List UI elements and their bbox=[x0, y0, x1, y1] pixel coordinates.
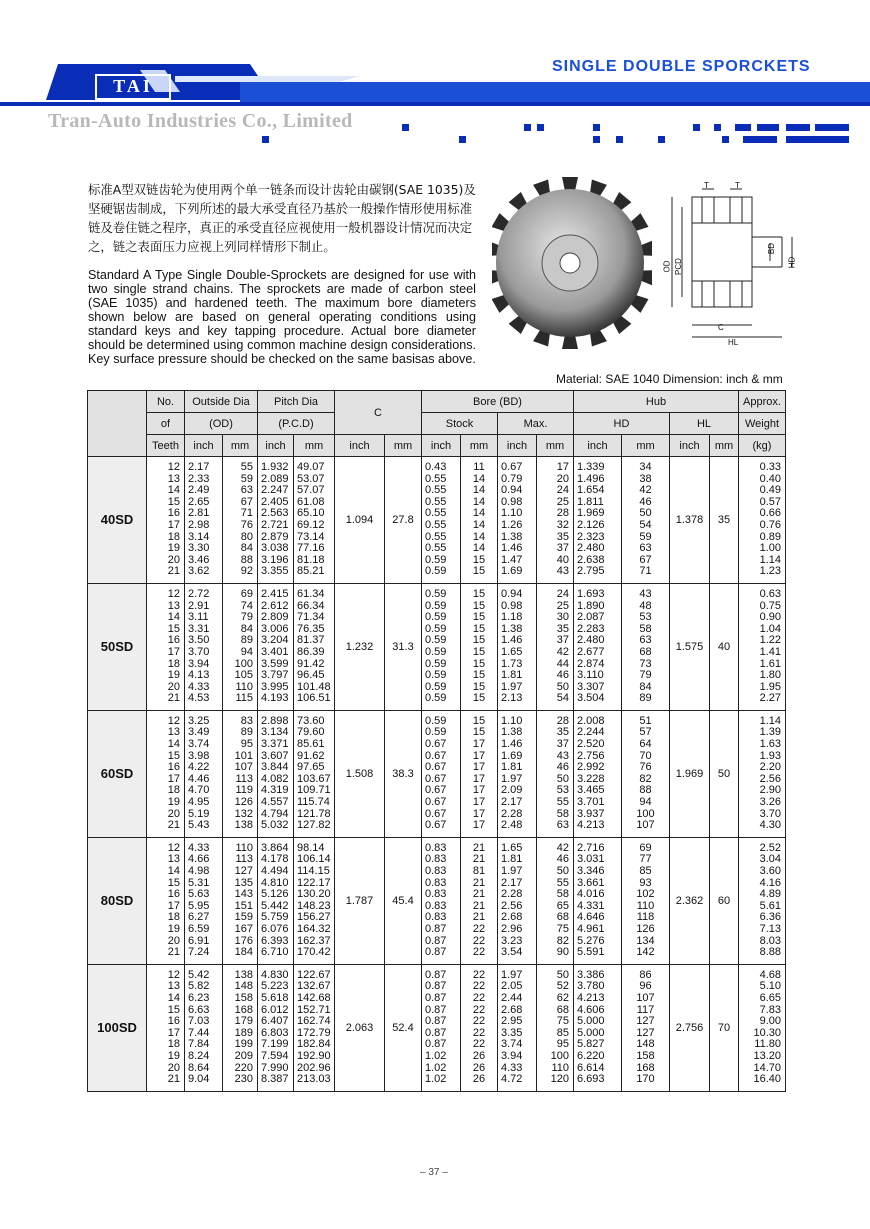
c-mm-cell: 27.8 bbox=[385, 457, 422, 584]
c-in-cell: 1.787 bbox=[335, 837, 385, 964]
weight-cell: 0.33 0.40 0.49 0.57 0.66 0.76 0.89 1.00 1.14 1.23 bbox=[739, 457, 786, 584]
hl-in-cell: 1.378 bbox=[670, 457, 710, 584]
teeth-cell: 12 13 14 15 16 17 18 19 20 21 bbox=[147, 457, 185, 584]
unit-mm: mm bbox=[385, 435, 422, 457]
od-in-cell: 5.42 5.82 6.23 6.63 7.03 7.44 7.84 8.24 8.64 9.04 bbox=[185, 964, 223, 1091]
od-in-cell: 2.17 2.33 2.49 2.65 2.81 2.98 3.14 3.30 3.46 3.62 bbox=[185, 457, 223, 584]
hd-mm-cell: 51 57 64 70 76 82 88 94 100 107 bbox=[622, 710, 670, 837]
unit-inch: inch bbox=[670, 435, 710, 457]
hd-in-cell: 1.339 1.496 1.654 1.811 1.969 2.126 2.323 2.480 2.638 2.795 bbox=[574, 457, 622, 584]
header-teeth: Teeth bbox=[147, 435, 185, 457]
unit-mm: mm bbox=[710, 435, 739, 457]
stock-mm-cell: 11 14 14 14 14 14 14 14 15 15 bbox=[461, 457, 498, 584]
header-pcd: Pitch Dia bbox=[258, 391, 335, 413]
c-in-cell: 1.508 bbox=[335, 710, 385, 837]
hl-mm-cell: 35 bbox=[710, 457, 739, 584]
header-weight2: Weight bbox=[739, 413, 786, 435]
od-in-cell: 3.25 3.49 3.74 3.98 4.22 4.46 4.70 4.95 5.19 5.43 bbox=[185, 710, 223, 837]
pcd-in-cell: 2.415 2.612 2.809 3.006 3.204 3.401 3.599 3.797 3.995 4.193 bbox=[258, 583, 294, 710]
weight-cell: 0.63 0.75 0.90 1.04 1.22 1.41 1.61 1.80 1.95 2.27 bbox=[739, 583, 786, 710]
od-mm-cell: 110 113 127 135 143 151 159 167 176 184 bbox=[223, 837, 258, 964]
hl-mm-cell: 50 bbox=[710, 710, 739, 837]
c-in-cell: 2.063 bbox=[335, 964, 385, 1091]
model-row bbox=[88, 457, 786, 584]
label-bd: BD bbox=[767, 242, 777, 255]
header-hub: Hub bbox=[574, 391, 739, 413]
od-in-cell: 2.72 2.91 3.11 3.31 3.50 3.70 3.94 4.13 4.33 4.53 bbox=[185, 583, 223, 710]
label-pcd: PCD bbox=[673, 258, 683, 275]
header-hl: HL bbox=[670, 413, 739, 435]
hl-mm-cell: 70 bbox=[710, 964, 739, 1091]
hd-mm-cell: 43 48 53 58 63 68 73 79 84 89 bbox=[622, 583, 670, 710]
model-row bbox=[88, 583, 786, 710]
max-mm-cell: 28 35 37 43 46 50 53 55 58 63 bbox=[537, 710, 574, 837]
header-no: No. bbox=[147, 391, 185, 413]
hd-in-cell: 2.716 3.031 3.346 3.661 4.016 4.331 4.646 4.961 5.276 5.591 bbox=[574, 837, 622, 964]
hd-in-cell: 1.693 1.890 2.087 2.283 2.480 2.677 2.874 3.110 3.307 3.504 bbox=[574, 583, 622, 710]
hl-in-cell: 1.575 bbox=[670, 583, 710, 710]
hd-mm-cell: 34 38 42 46 50 54 59 63 67 71 bbox=[622, 457, 670, 584]
hd-in-cell: 3.386 3.780 4.213 4.606 5.000 5.000 5.827 6.220 6.614 6.693 bbox=[574, 964, 622, 1091]
model-label: 50SD bbox=[88, 583, 147, 710]
header-max: Max. bbox=[498, 413, 574, 435]
teeth-cell: 12 13 14 15 16 17 18 19 20 21 bbox=[147, 964, 185, 1091]
max-in-cell: 1.10 1.38 1.46 1.69 1.81 1.97 2.09 2.17 2.28 2.48 bbox=[498, 710, 537, 837]
sprocket-photo bbox=[492, 168, 652, 358]
stock-in-cell: 0.83 0.83 0.83 0.83 0.83 0.83 0.83 0.87 0.87 0.87 bbox=[422, 837, 461, 964]
c-mm-cell: 45.4 bbox=[385, 837, 422, 964]
pcd-in-cell: 2.898 3.134 3.371 3.607 3.844 4.082 4.319 4.557 4.794 5.032 bbox=[258, 710, 294, 837]
page-title: SINGLE DOUBLE SPORCKETS bbox=[552, 58, 811, 75]
max-in-cell: 0.94 0.98 1.18 1.38 1.46 1.65 1.73 1.81 1.97 2.13 bbox=[498, 583, 537, 710]
max-in-cell: 1.97 2.05 2.44 2.68 2.95 3.35 3.74 3.94 4.33 4.72 bbox=[498, 964, 537, 1091]
unit-mm: mm bbox=[622, 435, 670, 457]
c-mm-cell: 52.4 bbox=[385, 964, 422, 1091]
hd-mm-cell: 69 77 85 93 102 110 118 126 134 142 bbox=[622, 837, 670, 964]
stock-in-cell: 0.59 0.59 0.59 0.59 0.59 0.59 0.59 0.59 0.59 0.59 bbox=[422, 583, 461, 710]
model-row bbox=[88, 964, 786, 1091]
unit-inch: inch bbox=[498, 435, 537, 457]
stock-in-cell: 0.87 0.87 0.87 0.87 0.87 0.87 0.87 1.02 1.02 1.02 bbox=[422, 964, 461, 1091]
header-hd: HD bbox=[574, 413, 670, 435]
spec-table bbox=[87, 390, 786, 1092]
teeth-cell: 12 13 14 15 16 17 18 19 20 21 bbox=[147, 583, 185, 710]
unit-inch: inch bbox=[574, 435, 622, 457]
pcd-mm-cell: 73.60 79.60 85.61 91.62 97.65 103.67 109.71 115.74 121.78 127.82 bbox=[294, 710, 335, 837]
stock-in-cell: 0.59 0.59 0.67 0.67 0.67 0.67 0.67 0.67 0.67 0.67 bbox=[422, 710, 461, 837]
unit-mm: mm bbox=[537, 435, 574, 457]
header-model-blank bbox=[88, 391, 147, 457]
unit-mm: mm bbox=[294, 435, 335, 457]
teeth-cell: 12 13 14 15 16 17 18 19 20 21 bbox=[147, 710, 185, 837]
c-mm-cell: 31.3 bbox=[385, 583, 422, 710]
header-weight3: (kg) bbox=[739, 435, 786, 457]
model-label: 100SD bbox=[88, 964, 147, 1091]
max-mm-cell: 42 46 50 55 58 65 68 75 82 90 bbox=[537, 837, 574, 964]
material-line: Material: SAE 1040 Dimension: inch & mm bbox=[556, 372, 783, 386]
label-t1: T bbox=[704, 181, 709, 190]
label-od: OD bbox=[662, 260, 672, 273]
intro-english: Standard A Type Single Double-Sprockets are designed for use with two single strand chains. The sprockets are made of carbon steel (SAE 1035) and hardened teeth. The maximum bore diameters shown below are based on general operating conditions using standard keys and key tapping procedure. Actual bore diameter should be determined using common machine design considerations. Key surface pressure should be checked on the same basisas above. bbox=[88, 268, 476, 366]
unit-mm: mm bbox=[461, 435, 498, 457]
pcd-mm-cell: 122.67 132.67 142.68 152.71 162.74 172.79 182.84 192.90 202.96 213.03 bbox=[294, 964, 335, 1091]
max-mm-cell: 50 52 62 68 75 85 95 100 110 120 bbox=[537, 964, 574, 1091]
stock-mm-cell: 15 15 17 17 17 17 17 17 17 17 bbox=[461, 710, 498, 837]
pcd-in-cell: 1.932 2.089 2.247 2.405 2.563 2.721 2.879 3.038 3.196 3.355 bbox=[258, 457, 294, 584]
label-c: C bbox=[718, 323, 724, 332]
header-od-sub: (OD) bbox=[185, 413, 258, 435]
c-in-cell: 1.232 bbox=[335, 583, 385, 710]
header-weight: Approx. bbox=[739, 391, 786, 413]
max-mm-cell: 17 20 24 25 28 32 35 37 40 43 bbox=[537, 457, 574, 584]
model-label: 60SD bbox=[88, 710, 147, 837]
hl-in-cell: 1.969 bbox=[670, 710, 710, 837]
model-row bbox=[88, 710, 786, 837]
max-mm-cell: 24 25 30 35 37 42 44 46 50 54 bbox=[537, 583, 574, 710]
model-label: 40SD bbox=[88, 457, 147, 584]
model-row bbox=[88, 837, 786, 964]
od-in-cell: 4.33 4.66 4.98 5.31 5.63 5.95 6.27 6.59 6.91 7.24 bbox=[185, 837, 223, 964]
pcd-mm-cell: 98.14 106.14 114.15 122.17 130.20 148.23 156.27 164.32 162.37 170.42 bbox=[294, 837, 335, 964]
header-pcd-sub: (P.C.D) bbox=[258, 413, 335, 435]
c-mm-cell: 38.3 bbox=[385, 710, 422, 837]
teeth-cell: 12 13 14 15 16 17 18 19 20 21 bbox=[147, 837, 185, 964]
model-label: 80SD bbox=[88, 837, 147, 964]
max-in-cell: 0.67 0.79 0.94 0.98 1.10 1.26 1.38 1.46 1.47 1.69 bbox=[498, 457, 537, 584]
unit-inch: inch bbox=[258, 435, 294, 457]
unit-inch: inch bbox=[422, 435, 461, 457]
header-od: Outside Dia bbox=[185, 391, 258, 413]
header-c: C bbox=[335, 391, 422, 435]
header-of: of bbox=[147, 413, 185, 435]
hd-in-cell: 2.008 2.244 2.520 2.756 2.992 3.228 3.465 3.701 3.937 4.213 bbox=[574, 710, 622, 837]
pcd-in-cell: 3.864 4.178 4.494 4.810 5.126 5.442 5.759 6.076 6.393 6.710 bbox=[258, 837, 294, 964]
stock-mm-cell: 22 22 22 22 22 22 22 26 26 26 bbox=[461, 964, 498, 1091]
hd-mm-cell: 86 96 107 117 127 127 148 158 168 170 bbox=[622, 964, 670, 1091]
pcd-mm-cell: 49.07 53.07 57.07 61.08 65.10 69.12 73.14 77.16 81.18 85.21 bbox=[294, 457, 335, 584]
intro-chinese: 标准A型双链齿轮为使用两个单一链条而设计齿轮由碳钢(SAE 1035)及坚硬锯齿制成，下列所述的最大承受直径乃基於一般操作情形使用标准链及卷住链之程序，真正的承受直径应视使用一般机器设计情况而决定之，链之表面压力应视上列同样情形下制止。 bbox=[88, 182, 476, 254]
page-number: – 37 – bbox=[420, 1167, 448, 1178]
weight-cell: 4.68 5.10 6.65 7.83 9.00 10.30 11.80 13.20 14.70 16.40 bbox=[739, 964, 786, 1091]
logo: TAI bbox=[95, 74, 171, 100]
company-name: Tran-Auto Industries Co., Limited bbox=[48, 110, 353, 132]
header-stock: Stock bbox=[422, 413, 498, 435]
hl-mm-cell: 40 bbox=[710, 583, 739, 710]
label-hd: HD bbox=[787, 256, 797, 269]
weight-cell: 2.52 3.04 3.60 4.16 4.89 5.61 6.36 7.13 8.03 8.88 bbox=[739, 837, 786, 964]
max-in-cell: 1.65 1.81 1.97 2.17 2.28 2.56 2.68 2.96 3.23 3.54 bbox=[498, 837, 537, 964]
unit-inch: inch bbox=[185, 435, 223, 457]
hl-in-cell: 2.756 bbox=[670, 964, 710, 1091]
od-mm-cell: 138 148 158 168 179 189 199 209 220 230 bbox=[223, 964, 258, 1091]
weight-cell: 1.14 1.39 1.63 1.93 2.20 2.56 2.90 3.26 3.70 4.30 bbox=[739, 710, 786, 837]
label-hl: HL bbox=[728, 338, 739, 347]
unit-mm: mm bbox=[223, 435, 258, 457]
stock-mm-cell: 21 21 81 21 21 21 21 22 22 22 bbox=[461, 837, 498, 964]
header-bore: Bore (BD) bbox=[422, 391, 574, 413]
hl-mm-cell: 60 bbox=[710, 837, 739, 964]
stock-in-cell: 0.43 0.55 0.55 0.55 0.55 0.55 0.55 0.55 0.59 0.59 bbox=[422, 457, 461, 584]
stock-mm-cell: 15 15 15 15 15 15 15 15 15 15 bbox=[461, 583, 498, 710]
od-mm-cell: 83 89 95 101 107 113 119 126 132 138 bbox=[223, 710, 258, 837]
od-mm-cell: 69 74 79 84 89 94 100 105 110 115 bbox=[223, 583, 258, 710]
hl-in-cell: 2.362 bbox=[670, 837, 710, 964]
pcd-in-cell: 4.830 5.223 5.618 6.012 6.407 6.803 7.199 7.594 7.990 8.387 bbox=[258, 964, 294, 1091]
unit-inch: inch bbox=[335, 435, 385, 457]
c-in-cell: 1.094 bbox=[335, 457, 385, 584]
pcd-mm-cell: 61.34 66.34 71.34 76.35 81.37 86.39 91.42 96.45 101.48 106.51 bbox=[294, 583, 335, 710]
od-mm-cell: 55 59 63 67 71 76 80 84 88 92 bbox=[223, 457, 258, 584]
label-t2: T bbox=[735, 181, 740, 190]
